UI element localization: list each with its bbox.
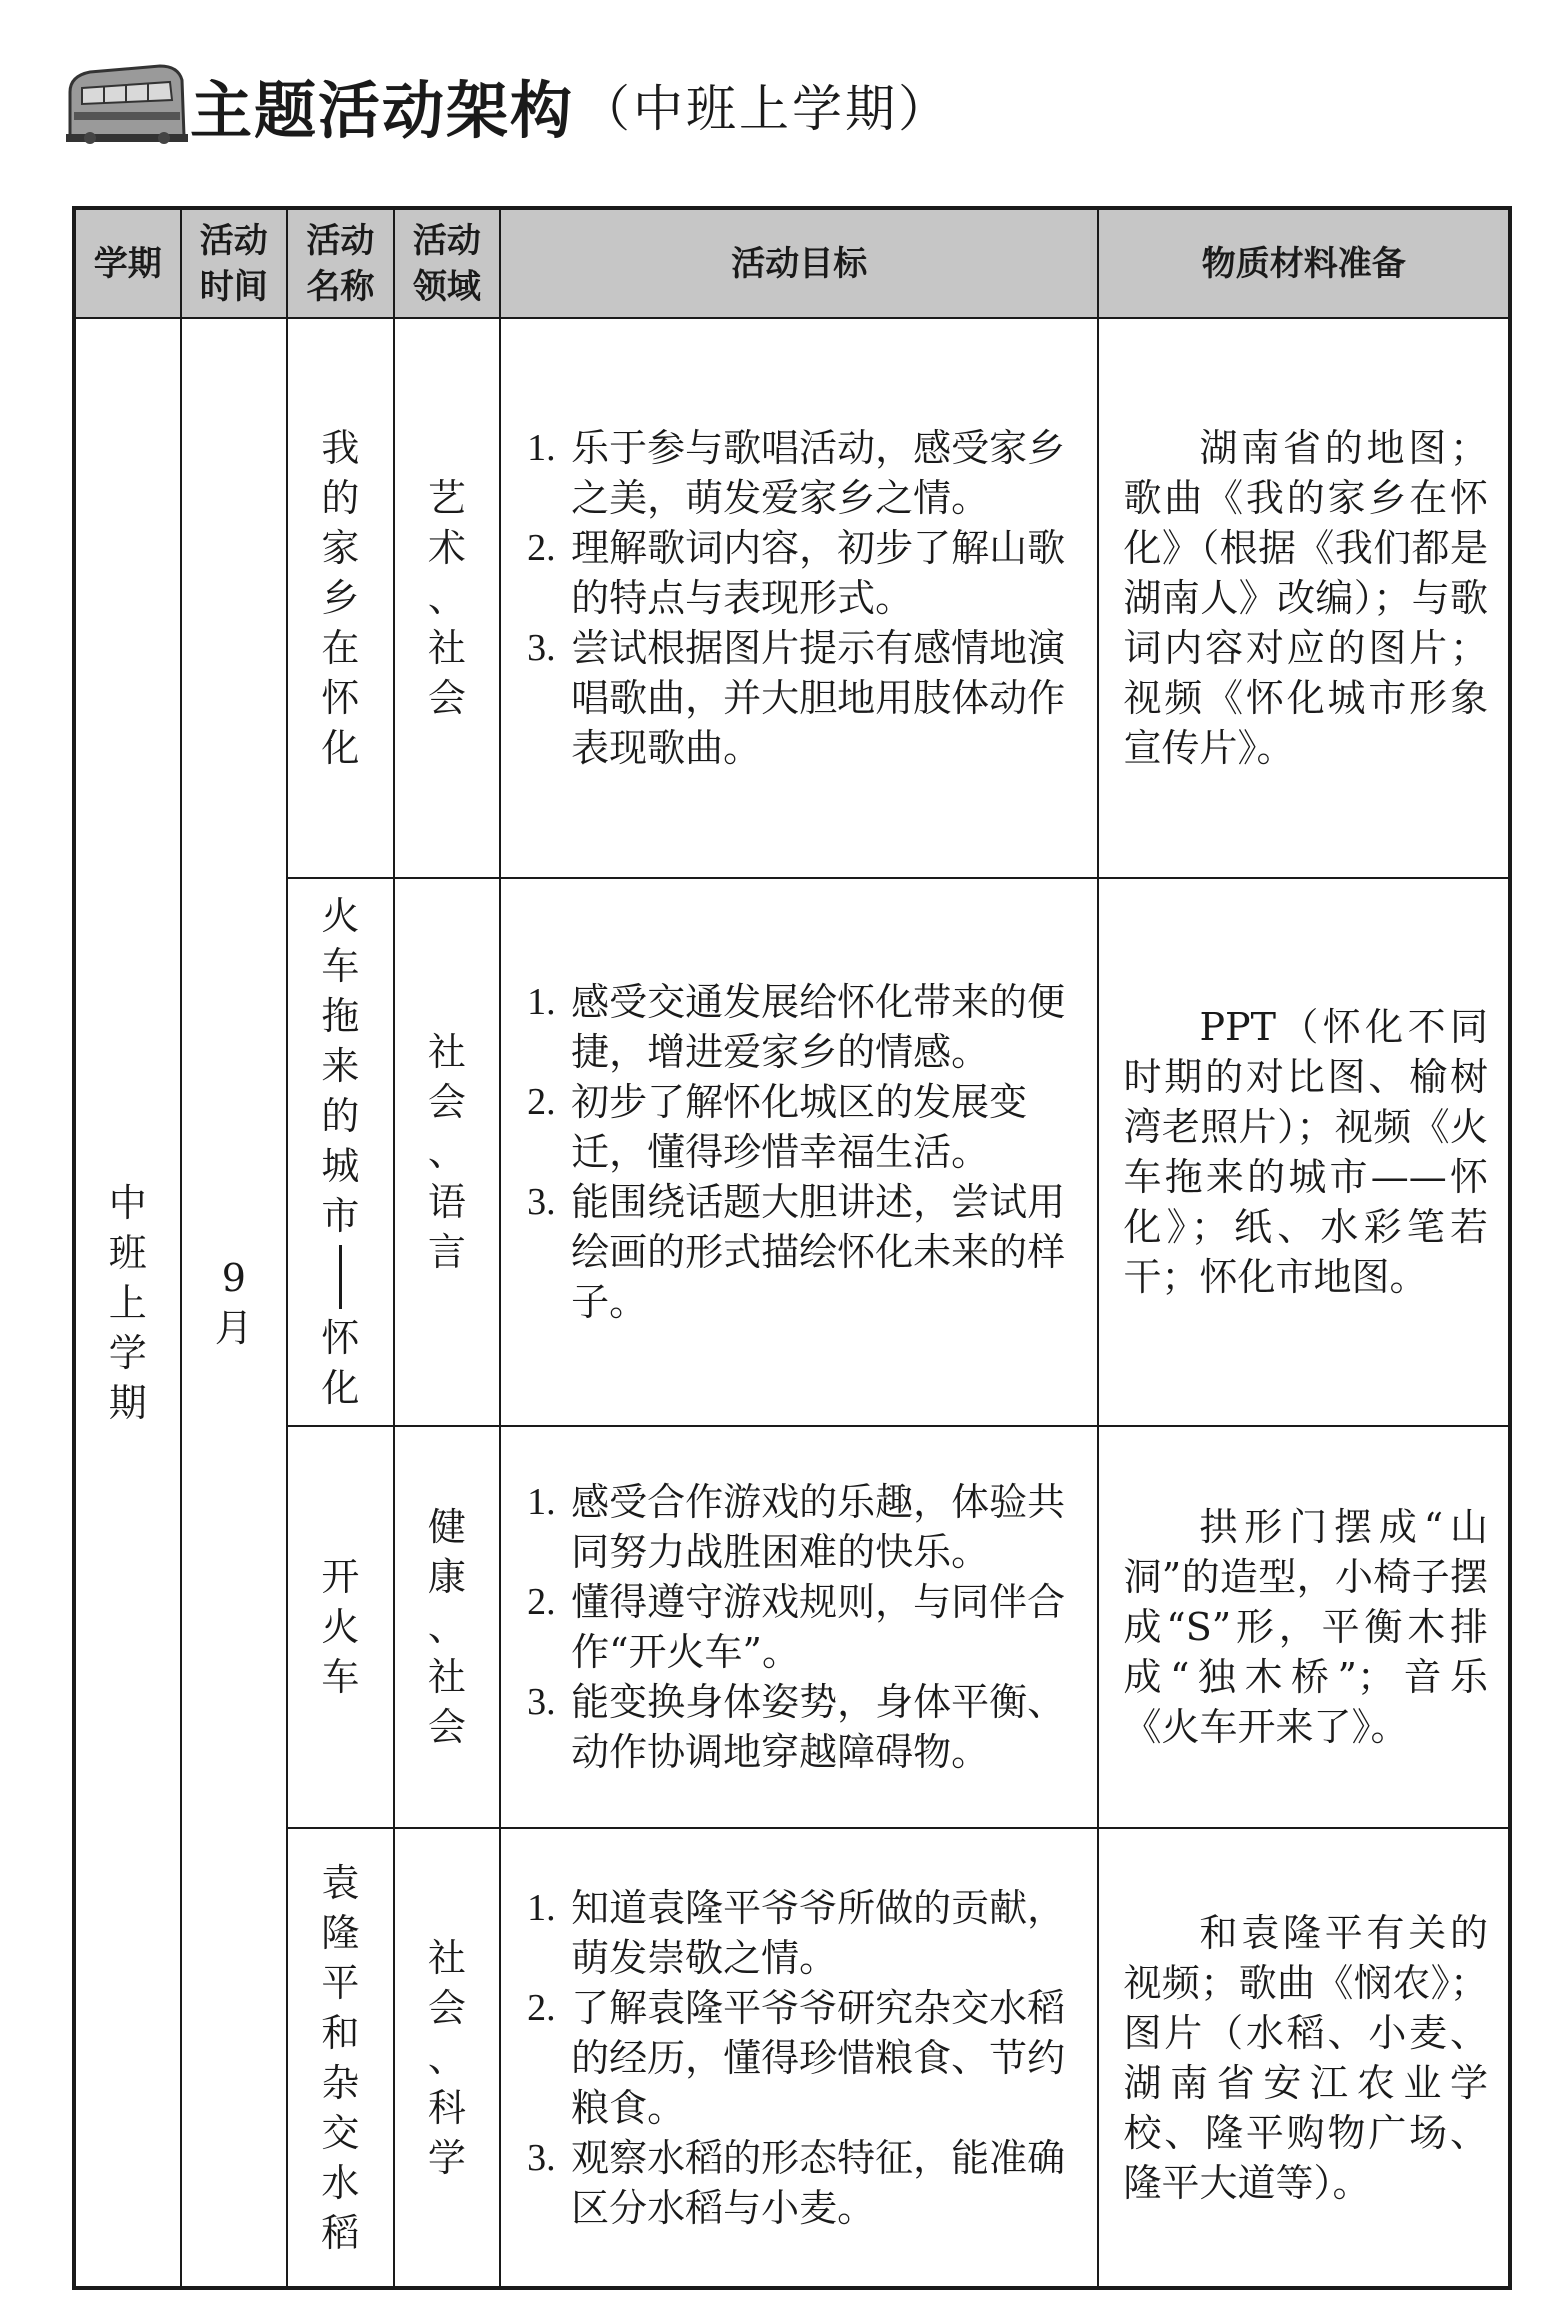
month-label	[182, 1253, 287, 1353]
materials-text: 拱形门摆成“山洞”的造型，小椅子摆成“S”形，平衡木排成“独木桥”；音乐《火车开来了》。	[1123, 1505, 1488, 1749]
vertical-char: 化	[321, 1366, 360, 1410]
activity-name-cell	[287, 1828, 394, 2288]
table-row	[74, 1828, 1510, 2288]
goal-number: 3.	[527, 627, 556, 669]
goal-number: 1.	[527, 1481, 556, 1523]
materials-cell	[1098, 1426, 1510, 1828]
vertical-char: 怀	[321, 676, 360, 720]
goal-number: 1.	[527, 981, 556, 1023]
vertical-char: 隆	[321, 1910, 360, 1955]
goal-text: 了解袁隆平爷爷研究杂交水稻的经历，懂得珍惜粮食、节约粮食。	[571, 1985, 1066, 2130]
vertical-char: 乡	[321, 576, 360, 620]
activity-name-city	[321, 1313, 359, 1413]
goal-item	[527, 1177, 1075, 1327]
vertical-char: 水	[321, 2160, 360, 2205]
table-row	[74, 318, 1510, 878]
goals-list	[501, 977, 1097, 1327]
goal-item	[527, 423, 1075, 523]
vertical-char: 化	[321, 726, 360, 770]
vertical-char: 艺	[427, 476, 466, 520]
vertical-char: 火	[321, 894, 360, 938]
goals-cell	[500, 878, 1098, 1426]
goals-cell	[500, 1426, 1098, 1828]
activity-table	[72, 206, 1512, 2290]
vertical-char: 的	[321, 476, 360, 520]
activity-domain-cell	[394, 878, 501, 1426]
goal-text: 观察水稻的形态特征，能准确区分水稻与小麦。	[571, 2135, 1066, 2230]
activity-domain	[395, 1933, 500, 2183]
goals-list	[501, 1477, 1097, 1777]
vertical-char: 康	[427, 1555, 466, 1599]
vertical-char: 车	[321, 1655, 360, 1699]
header-name: 活动 名称	[287, 208, 394, 318]
activity-name-cell	[287, 318, 394, 878]
materials-cell	[1098, 318, 1510, 878]
goal-text: 感受合作游戏的乐趣，体验共同努力战胜困难的快乐。	[571, 1480, 1066, 1574]
table-row	[74, 1426, 1510, 1828]
header-time: 活动 时间	[181, 208, 288, 318]
vertical-char: 中	[108, 1180, 147, 1225]
page-title: 主题活动架构	[190, 73, 575, 147]
page-subtitle: （中班上学期）	[580, 80, 952, 138]
vertical-char: 期	[108, 1380, 147, 1425]
activity-domain-cell	[394, 318, 501, 878]
goal-number: 3.	[527, 1681, 556, 1723]
vertical-char: 社	[427, 1030, 466, 1074]
vertical-char: 我	[321, 426, 360, 470]
goal-number: 2.	[527, 1986, 556, 2029]
goal-item	[527, 1983, 1075, 2133]
goal-text: 理解歌词内容，初步了解山歌的特点与表现形式。	[571, 526, 1066, 620]
vertical-char: 交	[321, 2110, 360, 2155]
vertical-char: 开	[321, 1555, 360, 1599]
header-semester: 学期	[74, 208, 181, 318]
vertical-char: 、	[427, 2035, 466, 2080]
table-row	[74, 878, 1510, 1426]
vertical-char: 平	[321, 1960, 360, 2005]
vertical-char: 学	[108, 1330, 147, 1375]
vertical-char: 家	[321, 526, 360, 570]
activity-name	[288, 423, 393, 773]
goal-number: 2.	[527, 1081, 556, 1123]
goal-text: 能围绕话题大胆讲述，尝试用绘画的形式描绘怀化未来的样子。	[571, 1180, 1066, 1324]
goal-item	[527, 623, 1075, 773]
train-icon	[60, 58, 188, 146]
goals-cell	[500, 1828, 1098, 2288]
vertical-char: 怀	[321, 1316, 360, 1360]
goal-item	[527, 1677, 1075, 1777]
goal-item	[527, 523, 1075, 623]
materials-text: 和袁隆平有关的视频；歌曲《悯农》；图片（水稻、小麦、湖南省安江农业学校、隆平购物广场、隆平大道等）。	[1123, 1910, 1488, 2205]
goal-item	[527, 977, 1075, 1077]
goal-number: 1.	[527, 1886, 556, 1929]
vertical-char: 会	[427, 1705, 466, 1749]
vertical-char: 火	[321, 1605, 360, 1649]
vertical-char: 的	[321, 1094, 360, 1138]
semester-label	[76, 1178, 180, 1428]
vertical-char: 拖	[321, 994, 360, 1038]
time-cell	[181, 318, 288, 2288]
goal-text: 尝试根据图片提示有感情地演唱歌曲，并大胆地用肢体动作表现歌曲。	[571, 626, 1066, 770]
vertical-char: 和	[321, 2010, 360, 2055]
vertical-char: 、	[427, 1130, 466, 1174]
goal-number: 2.	[527, 1581, 556, 1623]
goal-item	[527, 1077, 1075, 1177]
vertical-char: 健	[427, 1505, 466, 1549]
vertical-char: 上	[108, 1280, 147, 1325]
activity-domain	[395, 1502, 500, 1752]
materials-cell	[1098, 1828, 1510, 2288]
activity-domain-cell	[394, 1828, 501, 2288]
goals-list	[501, 1883, 1097, 2233]
vertical-char: 社	[427, 626, 466, 670]
goal-text: 初步了解怀化城区的发展变迁，懂得珍惜幸福生活。	[571, 1080, 1028, 1174]
activity-domain	[395, 473, 500, 723]
materials-text: PPT（怀化不同时期的对比图、榆树湾老照片）；视频《火车拖来的城市——怀化》；纸、水彩笔若干；怀化市地图。	[1123, 1005, 1488, 1299]
vertical-char: 会	[427, 1080, 466, 1124]
goal-item	[527, 1477, 1075, 1577]
vertical-char: 会	[427, 676, 466, 720]
materials-cell	[1098, 878, 1510, 1426]
activity-name	[288, 1552, 393, 1702]
activity-name-main	[321, 891, 359, 1241]
vertical-char: 城	[321, 1144, 360, 1188]
goal-text: 感受交通发展给怀化带来的便捷，增进爱家乡的情感。	[571, 980, 1066, 1074]
goal-number: 3.	[527, 1181, 556, 1223]
vertical-char: 术	[427, 526, 466, 570]
header-goals: 活动目标	[500, 208, 1098, 318]
vertical-char: 言	[427, 1230, 466, 1274]
vertical-char: 社	[427, 1655, 466, 1699]
vertical-char: 9	[221, 1255, 246, 1300]
vertical-char: 学	[427, 2135, 466, 2180]
goal-item	[527, 1577, 1075, 1677]
activity-name	[288, 1858, 393, 2258]
activity-name-cell	[287, 878, 394, 1426]
vertical-char: 、	[427, 576, 466, 620]
activity-name	[288, 891, 393, 1413]
goals-list	[501, 423, 1097, 773]
goal-number: 2.	[527, 527, 556, 569]
vertical-char: 、	[427, 1605, 466, 1649]
vertical-char: 科	[427, 2085, 466, 2130]
activity-name-cell	[287, 1426, 394, 1828]
goal-item	[527, 2133, 1075, 2233]
goals-cell	[500, 318, 1098, 878]
page-heading	[190, 60, 951, 150]
goal-text: 知道袁隆平爷爷所做的贡献，萌发崇敬之情。	[571, 1885, 1066, 1980]
vertical-char: 班	[108, 1230, 147, 1275]
vertical-char: 杂	[321, 2060, 360, 2105]
vertical-char: 会	[427, 1985, 466, 2030]
vertical-char: 语	[427, 1180, 466, 1224]
semester-cell	[74, 318, 181, 2288]
goal-item	[527, 1883, 1075, 1983]
dash-divider	[339, 1245, 342, 1309]
goal-number: 1.	[527, 427, 556, 469]
header-materials: 物质材料准备	[1098, 208, 1510, 318]
vertical-char: 市	[321, 1194, 360, 1238]
vertical-char: 社	[427, 1935, 466, 1980]
vertical-char: 在	[321, 626, 360, 670]
activity-domain	[395, 1027, 500, 1277]
vertical-char: 袁	[321, 1860, 360, 1905]
vertical-char: 来	[321, 1044, 360, 1088]
vertical-char: 月	[214, 1305, 253, 1350]
goal-text: 懂得遵守游戏规则，与同伴合作“开火车”。	[571, 1580, 1066, 1674]
materials-text: 湖南省的地图；歌曲《我的家乡在怀化》（根据《我们都是湖南人》改编）；与歌词内容对应的图片；视频《怀化城市形象宣传片》。	[1123, 426, 1488, 770]
goal-text: 能变换身体姿势，身体平衡、动作协调地穿越障碍物。	[571, 1680, 1066, 1774]
activity-domain-cell	[394, 1426, 501, 1828]
goal-number: 3.	[527, 2136, 556, 2179]
header-domain: 活动 领域	[394, 208, 501, 318]
table-header-row	[74, 208, 1510, 318]
vertical-char: 车	[321, 944, 360, 988]
vertical-char: 稻	[321, 2210, 360, 2255]
goal-text: 乐于参与歌唱活动，感受家乡之美，萌发爱家乡之情。	[571, 426, 1066, 520]
